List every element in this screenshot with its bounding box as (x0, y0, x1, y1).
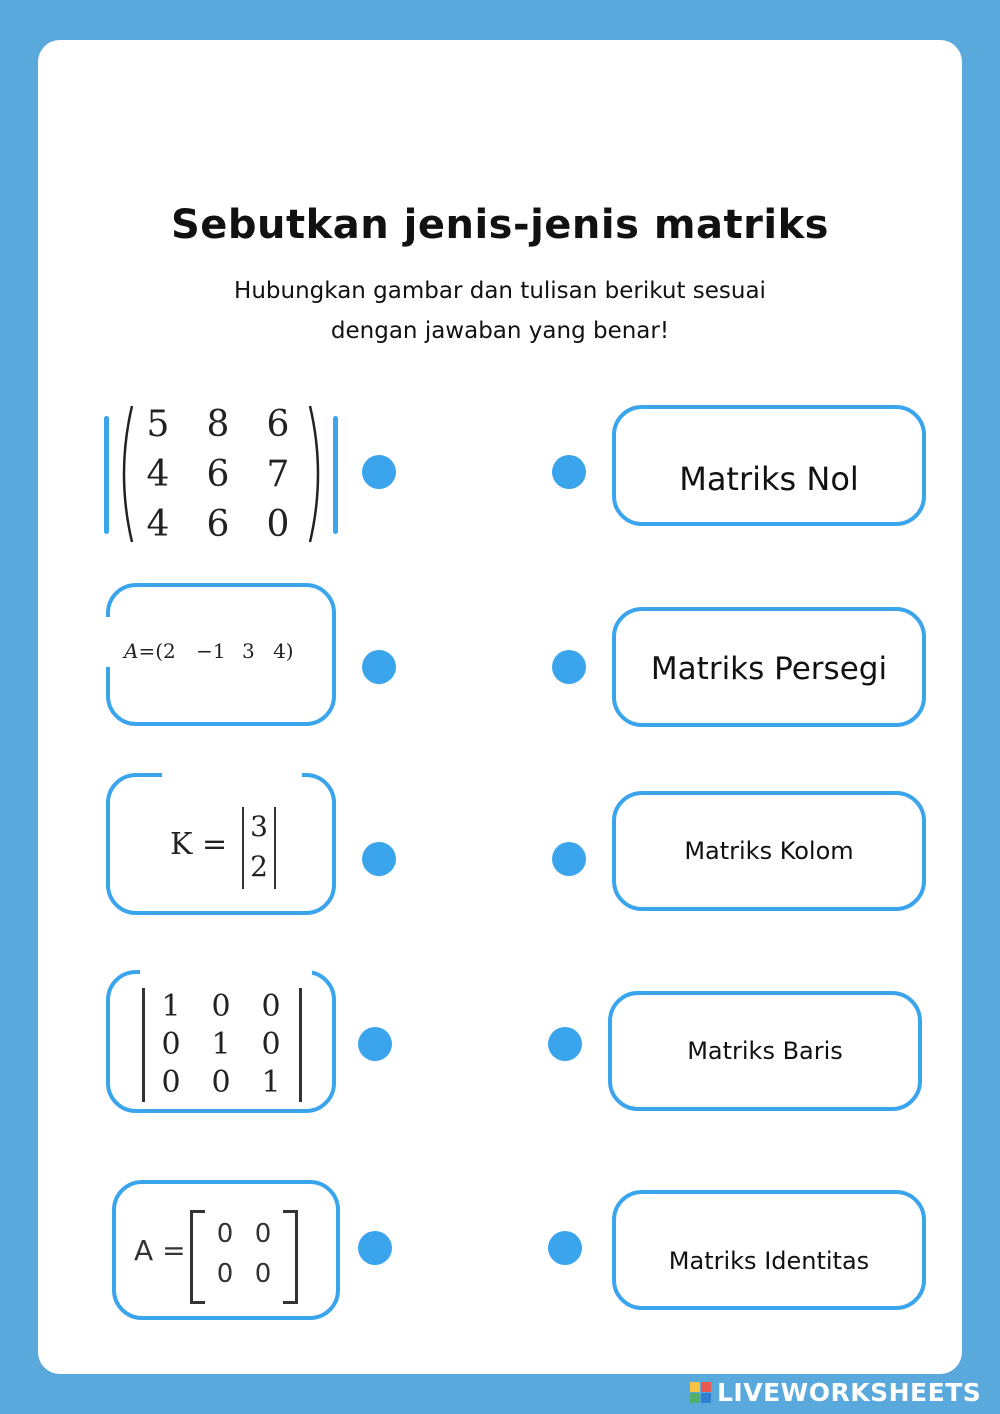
matrix-cell: 3 (241, 639, 255, 663)
matrix-cell: 6 (266, 404, 290, 445)
card-gap (162, 771, 302, 779)
matrix-cell: 0 (254, 1259, 272, 1289)
connect-dot-right-4[interactable] (548, 1027, 582, 1061)
matrix-card-2 (106, 583, 336, 726)
connect-dot-right-2[interactable] (552, 650, 586, 684)
equals-sign: = (138, 639, 156, 663)
matrix-cell: 3 (250, 810, 268, 843)
card-gap (104, 617, 112, 667)
matrix-cell: 8 (206, 404, 230, 445)
answer-card-4[interactable] (608, 991, 922, 1111)
connect-dot-left-5[interactable] (358, 1231, 392, 1265)
answer-card-5[interactable] (612, 1190, 926, 1310)
left-bracket (190, 1210, 205, 1304)
answer-label: Matriks Nol (679, 459, 859, 498)
matrix-cell: 4 (273, 639, 286, 663)
matrix-cell: 4 (146, 454, 170, 495)
matrix-card-3 (106, 773, 336, 915)
matrix-1-grid (128, 404, 308, 546)
matrix-cell: 0 (216, 1259, 234, 1289)
matrix-3-grid (244, 807, 274, 887)
matrix-cell: 6 (206, 454, 230, 495)
matrix-cell: 1 (211, 1027, 231, 1062)
matrix-cell: 0 (254, 1219, 272, 1249)
matrix-cell: 0 (161, 1027, 181, 1062)
matrix-cell: 0 (266, 504, 290, 545)
matrix-cell: 2 (163, 639, 176, 663)
open-paren: ( (155, 639, 164, 663)
matrix-4-grid (146, 988, 296, 1102)
matrix-cell: 0 (211, 1065, 231, 1100)
answer-card-2[interactable] (612, 607, 926, 727)
matrix-5-expression (134, 1234, 186, 1267)
logo-mark-icon (690, 1382, 711, 1403)
worksheet-title: Sebutkan jenis-jenis matriks (170, 202, 829, 248)
matrix-5-label: A (134, 1234, 154, 1267)
matrix-card-5 (112, 1180, 340, 1320)
instruction-line-2: dengan jawaban yang benar! (330, 318, 670, 344)
matrix-card-1-accent (333, 416, 338, 534)
matrix-cell: 0 (261, 989, 281, 1024)
connect-dot-right-3[interactable] (552, 842, 586, 876)
card-gap (140, 968, 312, 976)
matrix-cell: 5 (146, 404, 170, 445)
answer-label: Matriks Identitas (668, 1247, 870, 1275)
connect-dot-left-2[interactable] (362, 650, 396, 684)
matrix-cell: −1 (196, 639, 226, 663)
matrix-2-label: A (124, 639, 139, 663)
connect-dot-left-1[interactable] (362, 455, 396, 489)
matrix-cell: 1 (161, 989, 181, 1024)
matrix-cell: 7 (266, 454, 290, 495)
connect-dot-right-1[interactable] (552, 455, 586, 489)
instruction-line-1: Hubungkan gambar dan tulisan berikut sesuai (234, 278, 766, 304)
matrix-cell: 2 (250, 850, 268, 883)
answer-card-1[interactable] (612, 405, 926, 526)
matrix-cell: 4 (146, 504, 170, 545)
matrix-5-grid (206, 1214, 282, 1294)
matrix-cell: 0 (261, 1027, 281, 1062)
matrix-cell: 0 (211, 989, 231, 1024)
matrix-2-expression (124, 639, 294, 663)
matrix-3-expression (170, 827, 227, 862)
matrix-3-label: K (170, 827, 193, 862)
equals-sign: = (162, 1234, 186, 1267)
answer-label: Matriks Persegi (650, 651, 888, 687)
connect-dot-left-3[interactable] (362, 842, 396, 876)
answer-label: Matriks Kolom (684, 837, 854, 865)
equals-sign: = (201, 827, 228, 862)
answer-label: Matriks Baris (687, 1037, 843, 1065)
close-paren: ) (285, 639, 294, 663)
connect-dot-left-4[interactable] (358, 1027, 392, 1061)
answer-card-3[interactable] (612, 791, 926, 911)
matrix-card-1 (104, 402, 338, 546)
right-bracket (283, 1210, 298, 1304)
connect-dot-right-5[interactable] (548, 1231, 582, 1265)
matrix-cell: 1 (261, 1065, 281, 1100)
liveworksheets-logo (690, 1374, 981, 1410)
right-paren (308, 404, 328, 544)
matrix-cell: 0 (161, 1065, 181, 1100)
brand-name: LIVEWORKSHEETS (717, 1377, 982, 1407)
matrix-card-4 (106, 970, 336, 1113)
matrix-cell: 6 (206, 504, 230, 545)
matrix-card-1-accent (104, 416, 109, 534)
matrix-cell: 0 (216, 1219, 234, 1249)
